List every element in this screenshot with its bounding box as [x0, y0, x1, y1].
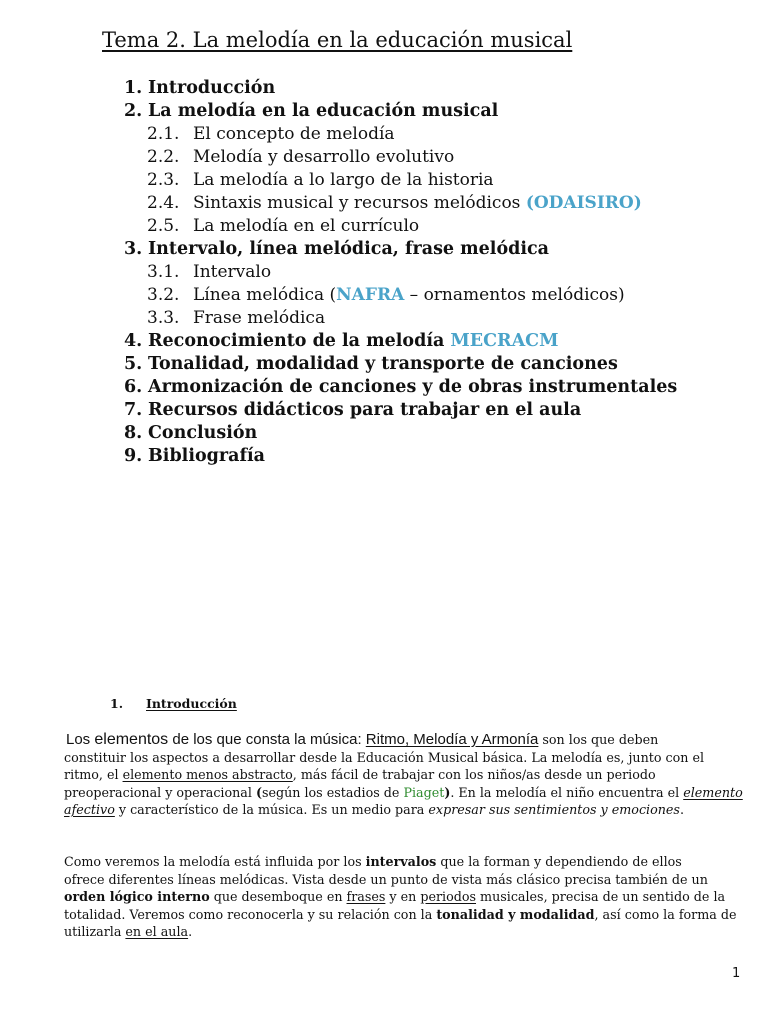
toc-label: Armonización de canciones y de obras instrumentales [148, 377, 678, 397]
paragraph-line [64, 766, 724, 784]
toc-item [124, 376, 677, 398]
text-run: elementos [94, 731, 169, 748]
paragraph-line [64, 801, 724, 819]
paragraph-1 [64, 731, 743, 819]
text-run: periodos [420, 889, 477, 904]
section-number: 1. [110, 696, 124, 711]
paragraph-line [64, 784, 743, 802]
toc-label: Intervalo [193, 262, 272, 282]
text-run: Los [66, 731, 95, 748]
text-run: . En la melodía el niño encuentra el [450, 784, 684, 800]
toc-number: 3. [124, 239, 143, 259]
toc-subitem [147, 192, 642, 214]
text-run: totalidad. Veremos como reconocerla y su relación con la [64, 906, 437, 922]
text-run: ( [255, 784, 262, 800]
toc-label: Introducción [148, 78, 276, 98]
section-title: Introducción [146, 696, 237, 711]
text-run: que la forman y dependiendo de ellos [436, 854, 682, 869]
text-run: , más fácil de trabajar con los niños/as desde un periodo [292, 767, 656, 782]
text-run: según los estadios de [261, 784, 404, 800]
toc-item [124, 399, 581, 421]
toc-number: 3.3. [147, 308, 180, 328]
toc-number: 8. [124, 423, 143, 443]
text-run: Ritmo, Melodía y Armonía [365, 731, 539, 748]
text-run: de los que consta la música: [168, 731, 366, 748]
toc-label: La melodía en la educación musical [148, 101, 499, 121]
toc-label: Bibliografía [148, 446, 265, 466]
toc-number: 1. [124, 78, 143, 98]
toc-label: Sintaxis musical y recursos melódicos [193, 193, 526, 213]
text-run: afectivo [64, 802, 115, 817]
toc-number: 4. [124, 331, 143, 351]
text-run: Piaget [403, 784, 445, 800]
toc-number: 2.2. [147, 147, 180, 167]
toc-number: 5. [124, 354, 143, 374]
toc-number: 2. [124, 101, 143, 121]
paragraph-2 [64, 853, 737, 941]
toc-subitem [147, 123, 395, 145]
text-run: , así como la forma de [594, 906, 737, 922]
paragraph-line: constituir los aspectos a desarrollar desde la Educación Musical básica. La melodía es, junto con el [64, 749, 705, 765]
toc-label: Línea melódica ( [193, 285, 337, 305]
text-run: tonalidad y modalidad [436, 906, 595, 922]
text-run: ) [444, 784, 451, 800]
toc-label: Recursos didácticos para trabajar en el aula [148, 400, 582, 420]
toc-item [124, 353, 618, 375]
paragraph-line [64, 853, 724, 871]
toc-label: Tonalidad, modalidad y transporte de canciones [148, 354, 618, 374]
text-run: elemento [683, 784, 743, 800]
text-run: expresar sus sentimientos y emociones [428, 802, 680, 817]
toc-label: Reconocimiento de la melodía [148, 331, 451, 351]
text-run: y característico de la música. Es un medio para [114, 802, 429, 817]
section-heading [110, 696, 237, 711]
toc-number: 3.2. [147, 285, 180, 305]
toc-tag: NAFRA [336, 285, 405, 305]
text-run: utilizarla [64, 924, 126, 939]
toc-subitem [147, 215, 419, 237]
toc-label: Conclusión [148, 423, 258, 443]
toc-label: La melodía a lo largo de la historia [193, 170, 494, 190]
toc-number: 2.4. [147, 193, 180, 213]
toc-subitem [147, 146, 454, 168]
text-run: preoperacional y operacional [64, 784, 256, 800]
toc-number: 7. [124, 400, 143, 420]
text-run: ritmo, el [64, 767, 123, 782]
toc-label: La melodía en el currículo [193, 216, 420, 236]
toc-tag: (ODAISIRO) [525, 193, 642, 213]
text-run: y en [385, 889, 421, 904]
toc-label: El concepto de melodía [193, 124, 395, 144]
document-title: Tema 2. La melodía en la educación musical [102, 28, 573, 52]
toc-number: 3.1. [147, 262, 180, 282]
text-run: orden lógico interno [64, 889, 210, 904]
text-run: . [188, 924, 193, 939]
toc-subitem [147, 284, 625, 306]
text-run: son los que deben [538, 732, 659, 747]
text-run: elemento menos abstracto [122, 767, 293, 782]
toc-subitem [147, 307, 325, 329]
toc-label: Melodía y desarrollo evolutivo [193, 147, 455, 167]
toc-item [124, 238, 549, 260]
paragraph-line [64, 906, 737, 924]
toc-item [124, 330, 558, 352]
toc-item [124, 100, 498, 122]
toc-number: 6. [124, 377, 143, 397]
text-run: intervalos [365, 854, 437, 869]
paragraph-line [64, 888, 724, 906]
toc-number: 9. [124, 446, 143, 466]
paragraph-line [64, 731, 724, 749]
paragraph-line [64, 923, 724, 941]
page-number: 1 [732, 966, 741, 981]
toc-label: Intervalo, línea melódica, frase melódica [148, 239, 549, 259]
toc-number: 2.1. [147, 124, 180, 144]
text-run: Como veremos la melodía está influida por los [64, 854, 366, 869]
paragraph-line: ofrece diferentes líneas melódicas. Vista desde un punto de vista más clásico precisa también de un [64, 871, 708, 887]
toc-item [124, 422, 257, 444]
toc-label: Frase melódica [193, 308, 326, 328]
text-run: frases [346, 889, 386, 904]
toc-subitem [147, 169, 494, 191]
toc-number: 2.5. [147, 216, 180, 236]
toc-tag: MECRACM [450, 331, 559, 351]
text-run: que desemboque en [209, 889, 347, 904]
toc-subitem [147, 261, 271, 283]
text-run: en el aula [125, 924, 189, 939]
toc-item [124, 77, 275, 99]
text-run: musicales, precisa de un sentido de la [476, 889, 726, 904]
toc-number: 2.3. [147, 170, 180, 190]
toc-label-suffix: – ornamentos melódicos) [404, 285, 625, 305]
toc-item [124, 445, 265, 467]
text-run: . [679, 802, 684, 817]
